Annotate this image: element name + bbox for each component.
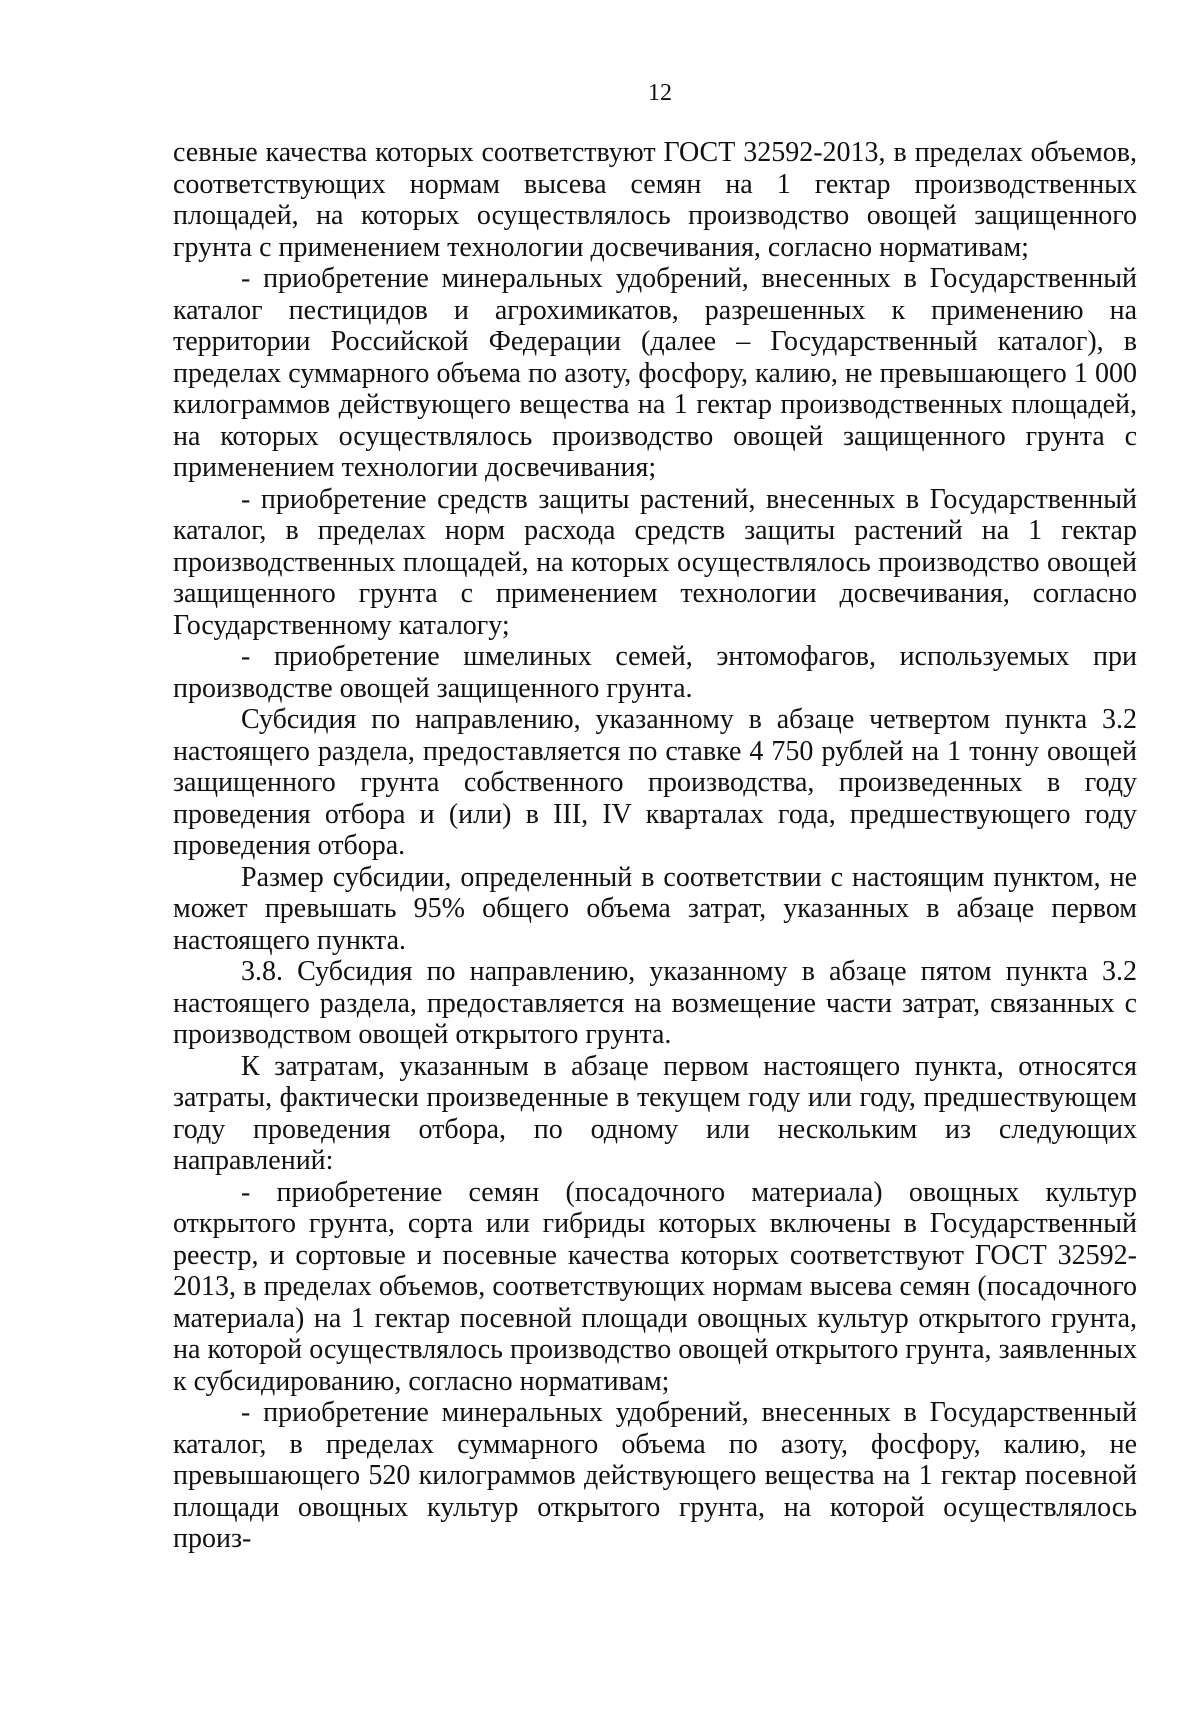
paragraph-bumblebee-families: - приобретение шмелиных семей, энтомофагов, используемых при производстве овощей защищенного грунта. — [173, 641, 1137, 704]
document-body — [173, 137, 1137, 1555]
paragraph-mineral-fertilizers-protected: - приобретение минеральных удобрений, внесенных в Государственный каталог пестицидов и агрохимикатов, разрешенных к применению на территории Российской Федерации (далее – Государственный каталог), в пределах суммарного объема по азоту, фосфору, калию, не превышающего 1 000 килограммов действующего вещества на 1 гектар производственных площадей, на которых осуществлялось производство овощей защищенного грунта с применением технологии досвечивания; — [173, 263, 1137, 483]
paragraph-plant-protection: - приобретение средств защиты растений, внесенных в Государственный каталог, в пределах норм расхода средств защиты растений на 1 гектар производственных площадей, на которых осуществлялось производство овощей защищенного грунта с применением технологии досвечивания, согласно Государственному каталогу; — [173, 483, 1137, 641]
paragraph-subsidy-rate: Субсидия по направлению, указанному в абзаце четвертом пункта 3.2 настоящего раздела, предоставляется по ставке 4 750 рублей на 1 тонну овощей защищенного грунта собственного производства, произведенных в году проведения отбора и (или) в III, IV кварталах года, предшествующего году проведения отбора. — [173, 704, 1137, 861]
page-number: 12 — [648, 80, 672, 106]
paragraph-mineral-fertilizers-open: - приобретение минеральных удобрений, внесенных в Государственный каталог, в пределах суммарного объема по азоту, фосфору, калию, не превышающего 520 килограммов действующего вещества на 1 гектар посевной площади овощных культур открытого грунта, на которой осуществлялось произ- — [173, 1397, 1137, 1554]
paragraph-subsidy-limit: Размер субсидии, определенный в соответствии с настоящим пунктом, не может превышать 95% общего объема затрат, указанных в абзаце первом настоящего пункта. — [173, 861, 1137, 956]
paragraph-costs-intro: К затратам, указанным в абзаце первом настоящего пункта, относятся затраты, фактически произведенные в текущем году или году, предшествующем году проведения отбора, по одному или нескольким из следующих направлений: — [173, 1050, 1137, 1176]
paragraph-continuation: севные качества которых соответствуют ГОСТ 32592-2013, в пределах объемов, соответствующих нормам высева семян на 1 гектар производственных площадей, на которых осуществлялось производство овощей защищенного грунта с применением технологии досвечивания, согласно нормативам; — [173, 137, 1137, 263]
paragraph-section-3-8: 3.8. Субсидия по направлению, указанному в абзаце пятом пункта 3.2 настоящего раздела, предоставляется на возмещение части затрат, связанных с производством овощей открытого грунта. — [173, 956, 1137, 1050]
paragraph-seeds-open-ground: - приобретение семян (посадочного материала) овощных культур открытого грунта, сорта или гибриды которых включены в Государственный реестр, и сортовые и посевные качества которых соответствуют ГОСТ 32592-2013, в пределах объемов, соответствующих нормам высева семян (посадочного материала) на 1 гектар посевной площади овощных культур открытого грунта, на которой осуществлялось производство овощей открытого грунта, заявленных к субсидированию, согласно нормативам; — [173, 1176, 1137, 1397]
